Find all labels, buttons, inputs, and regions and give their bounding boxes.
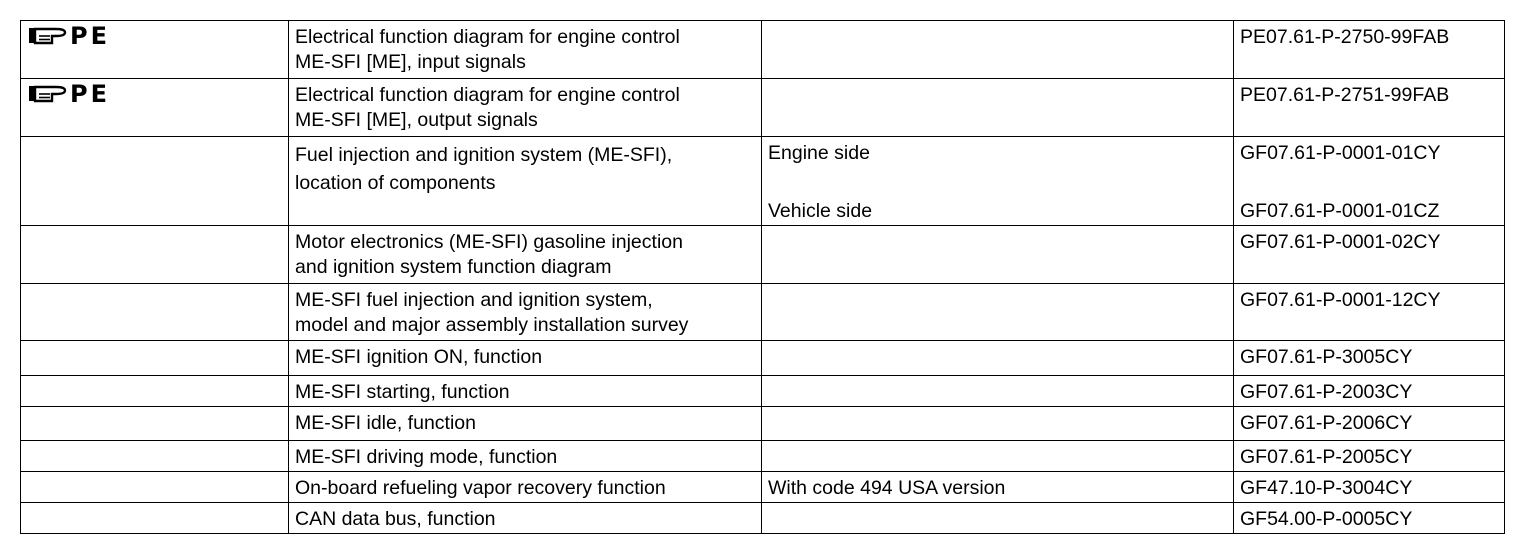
note-line: Vehicle side [768, 200, 873, 222]
title-cell [289, 284, 762, 341]
title-cell [289, 407, 762, 441]
note-line: With code 494 USA version [768, 477, 1006, 499]
table-row [21, 226, 1505, 284]
title-cell [289, 503, 762, 534]
doc-reference-link[interactable]: GF07.61-P-3005CY [1240, 346, 1413, 368]
note-cell [762, 284, 1234, 341]
title-line: ME-SFI fuel injection and ignition system, [295, 289, 653, 311]
table-row [21, 79, 1505, 137]
title-cell [289, 472, 762, 503]
note-cell [762, 226, 1234, 284]
doc-cell [1234, 137, 1505, 226]
title-line: model and major assembly installation survey [295, 314, 689, 336]
doc-cell [1234, 284, 1505, 341]
ref-mark-cell [21, 79, 289, 137]
doc-reference-link[interactable]: GF07.61-P-2006CY [1240, 412, 1413, 434]
note-cell [762, 137, 1234, 226]
title-line: CAN data bus, function [295, 508, 496, 530]
doc-reference-link[interactable]: GF07.61-P-0001-12CY [1240, 289, 1441, 311]
title-cell [289, 21, 762, 79]
ref-mark-cell [21, 226, 289, 284]
title-line: On-board refueling vapor recovery function [295, 477, 666, 499]
doc-cell [1234, 226, 1505, 284]
doc-cell [1234, 79, 1505, 137]
doc-reference-link[interactable]: GF47.10-P-3004CY [1240, 477, 1413, 499]
note-cell [762, 79, 1234, 137]
title-line: Motor electronics (ME-SFI) gasoline injection [295, 231, 683, 253]
reference-table [20, 20, 1505, 534]
pe-label: PE [70, 22, 110, 50]
doc-cell [1234, 407, 1505, 441]
doc-cell [1234, 21, 1505, 79]
title-line: ME-SFI driving mode, function [295, 446, 558, 468]
title-line: location of components [295, 172, 496, 194]
ref-mark-cell [21, 407, 289, 441]
note-line: Engine side [768, 142, 870, 164]
title-cell [289, 441, 762, 472]
note-cell [762, 407, 1234, 441]
title-line: Electrical function diagram for engine control [295, 84, 680, 106]
doc-cell [1234, 503, 1505, 534]
table-row [21, 376, 1505, 407]
pointing-hand-icon [28, 83, 68, 105]
note-cell [762, 472, 1234, 503]
doc-reference-link[interactable]: GF07.61-P-0001-02CY [1240, 231, 1441, 253]
title-line: ME-SFI [ME], output signals [295, 109, 538, 131]
note-cell [762, 376, 1234, 407]
table-row [21, 341, 1505, 376]
title-line: ME-SFI idle, function [295, 412, 476, 434]
table-row [21, 441, 1505, 472]
doc-cell [1234, 441, 1505, 472]
table-row [21, 21, 1505, 79]
ref-mark-cell [21, 341, 289, 376]
title-line: Electrical function diagram for engine control [295, 26, 680, 48]
doc-reference-link[interactable]: PE07.61-P-2750-99FAB [1240, 26, 1450, 48]
title-line: and ignition system function diagram [295, 256, 612, 278]
title-cell [289, 226, 762, 284]
table-row [21, 407, 1505, 441]
doc-reference-link[interactable]: GF07.61-P-0001-01CZ [1240, 200, 1440, 222]
doc-cell [1234, 472, 1505, 503]
note-cell [762, 503, 1234, 534]
ref-mark-cell [21, 137, 289, 226]
title-cell [289, 341, 762, 376]
doc-reference-link[interactable]: PE07.61-P-2751-99FAB [1240, 84, 1450, 106]
ref-mark-cell [21, 472, 289, 503]
table-row [21, 284, 1505, 341]
title-cell [289, 137, 762, 226]
title-line: Fuel injection and ignition system (ME-SFI), [295, 144, 673, 166]
table-row [21, 137, 1505, 226]
title-line: ME-SFI starting, function [295, 381, 510, 403]
pointing-hand-pe-mark[interactable] [28, 22, 282, 50]
doc-cell [1234, 376, 1505, 407]
ref-mark-cell [21, 503, 289, 534]
pointing-hand-icon [28, 25, 68, 47]
doc-reference-link[interactable]: GF07.61-P-2003CY [1240, 381, 1413, 403]
title-line: ME-SFI ignition ON, function [295, 346, 543, 368]
ref-mark-cell [21, 376, 289, 407]
ref-mark-cell [21, 21, 289, 79]
title-cell [289, 79, 762, 137]
table-row [21, 472, 1505, 503]
table-row [21, 503, 1505, 534]
ref-mark-cell [21, 441, 289, 472]
pointing-hand-pe-mark[interactable] [28, 80, 282, 108]
note-cell [762, 21, 1234, 79]
doc-reference-link[interactable]: GF07.61-P-2005CY [1240, 446, 1413, 468]
note-cell [762, 441, 1234, 472]
doc-reference-link[interactable]: GF07.61-P-0001-01CY [1240, 142, 1441, 164]
title-cell [289, 376, 762, 407]
doc-cell [1234, 341, 1505, 376]
note-cell [762, 341, 1234, 376]
doc-reference-link[interactable]: GF54.00-P-0005CY [1240, 508, 1413, 530]
pe-label: PE [70, 80, 110, 108]
title-line: ME-SFI [ME], input signals [295, 51, 526, 73]
ref-mark-cell [21, 284, 289, 341]
